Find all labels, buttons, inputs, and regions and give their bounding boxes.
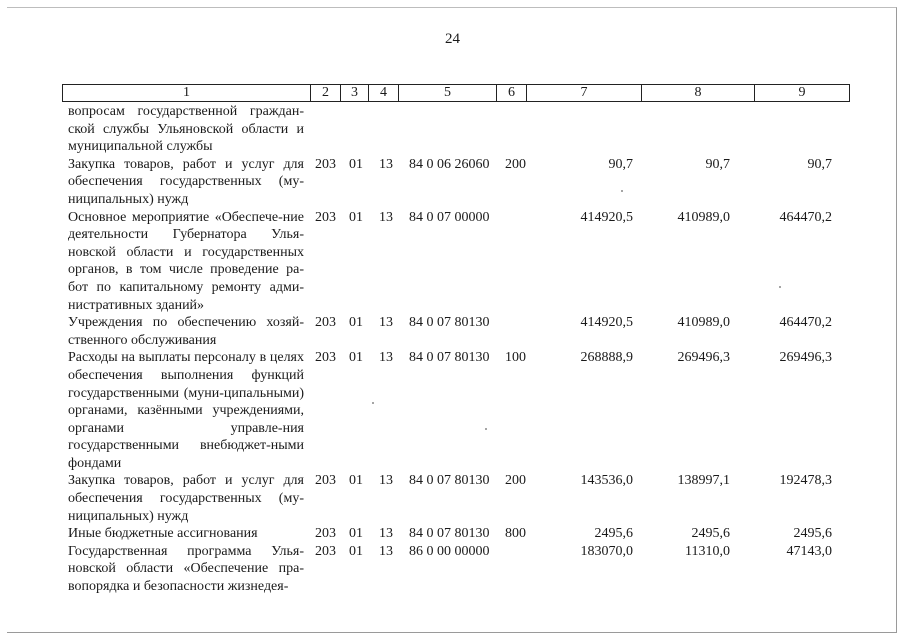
cell-amount-3: 2495,6 (793, 526, 832, 542)
row-description: вопросам государственной граждан-ской службы Ульяновской области и муниципальной службы (68, 104, 304, 155)
cell-amount-1: 414920,5 (580, 315, 633, 331)
cell-amount-1: 143536,0 (580, 473, 633, 489)
header-col-8: 8 (642, 85, 755, 102)
cell-subsection: 13 (379, 473, 393, 489)
cell-amount-2: 11310,0 (685, 543, 730, 559)
cell-admin-code: 203 (315, 543, 336, 559)
row-description: Расходы на выплаты персоналу в целях обеспечения выполнения функций государственными (муни-ципальными) органами, казёнными учреждениями, органами управле-ния государственными внебюджет-ными фондами (68, 350, 304, 471)
cell-amount-1: 414920,5 (580, 209, 633, 225)
cell-amount-3: 47143,0 (786, 543, 832, 559)
row-description: Государственная программа Улья-новской области «Обеспечение пра-вопорядка и безопасности жизнедея- (68, 543, 304, 595)
cell-amount-1: 268888,9 (580, 350, 633, 366)
cell-subsection: 13 (379, 315, 393, 331)
cell-section: 01 (349, 473, 363, 489)
cell-amount-3: 464470,2 (779, 315, 832, 331)
cell-section: 01 (349, 350, 363, 366)
cell-amount-2: 410989,0 (677, 209, 730, 225)
cell-target-article: 84 0 07 80130 (409, 315, 490, 331)
row-description: Основное мероприятие «Обеспече-ние деятельности Губернатора Улья-новской области и государственных органов, в том числе проведение ра-бот по капитальному ремонту адми-нистративных зданий» (68, 209, 304, 313)
cell-admin-code: 203 (315, 209, 336, 225)
cell-admin-code: 203 (315, 156, 336, 172)
cell-admin-code: 203 (315, 350, 336, 366)
row-description: Закупка товаров, работ и услуг для обеспечения государственных (му-ниципальных) нужд (68, 473, 304, 524)
cell-expense-type: 100 (505, 350, 526, 366)
row-description: Иные бюджетные ассигнования (68, 526, 258, 542)
cell-amount-2: 269496,3 (677, 350, 730, 366)
cell-amount-2: 2495,6 (691, 526, 730, 542)
cell-target-article: 84 0 06 26060 (409, 156, 490, 172)
cell-subsection: 13 (379, 350, 393, 366)
header-col-7: 7 (527, 85, 642, 102)
table-row (68, 103, 848, 156)
cell-target-article: 84 0 07 80130 (409, 350, 490, 366)
scan-speck (779, 286, 781, 288)
cell-amount-3: 90,7 (807, 156, 832, 172)
table-row (68, 525, 848, 543)
cell-amount-3: 192478,3 (779, 473, 832, 489)
cell-section: 01 (349, 156, 363, 172)
cell-subsection: 13 (379, 543, 393, 559)
cell-target-article: 86 0 00 00000 (409, 543, 490, 559)
scan-speck (372, 402, 374, 404)
cell-admin-code: 203 (315, 526, 336, 542)
cell-admin-code: 203 (315, 473, 336, 489)
cell-section: 01 (349, 209, 363, 225)
cell-subsection: 13 (379, 209, 393, 225)
header-col-2: 2 (311, 85, 341, 102)
header-col-6: 6 (497, 85, 527, 102)
table-row (68, 543, 848, 596)
page-number: 24 (445, 31, 460, 47)
cell-expense-type: 200 (505, 156, 526, 172)
cell-expense-type: 200 (505, 473, 526, 489)
header-col-9: 9 (755, 85, 850, 102)
header-col-4: 4 (369, 85, 399, 102)
scan-speck (485, 428, 487, 430)
table-row (68, 349, 848, 472)
cell-amount-2: 90,7 (705, 156, 730, 172)
cell-section: 01 (349, 543, 363, 559)
cell-target-article: 84 0 07 80130 (409, 526, 490, 542)
table-row (68, 156, 848, 209)
cell-target-article: 84 0 07 00000 (409, 209, 490, 225)
cell-target-article: 84 0 07 80130 (409, 473, 490, 489)
header-col-5: 5 (399, 85, 497, 102)
cell-amount-2: 138997,1 (677, 473, 730, 489)
cell-amount-3: 269496,3 (779, 350, 832, 366)
row-description: Закупка товаров, работ и услуг для обеспечения государственных (му-ниципальных) нужд (68, 156, 304, 207)
header-col-3: 3 (341, 85, 369, 102)
cell-section: 01 (349, 526, 363, 542)
table-row (68, 209, 848, 315)
cell-section: 01 (349, 315, 363, 331)
header-col-1: 1 (63, 85, 311, 102)
table-row (68, 472, 848, 525)
cell-amount-1: 183070,0 (580, 543, 633, 559)
cell-expense-type: 800 (505, 526, 526, 542)
cell-amount-1: 2495,6 (594, 526, 633, 542)
table-header (62, 84, 850, 102)
scan-speck (621, 190, 623, 192)
cell-subsection: 13 (379, 156, 393, 172)
cell-amount-2: 410989,0 (677, 315, 730, 331)
cell-amount-3: 464470,2 (779, 209, 832, 225)
table-row (68, 314, 848, 349)
row-description: Учреждения по обеспечению хозяй-ственного обслуживания (68, 315, 304, 348)
cell-admin-code: 203 (315, 315, 336, 331)
cell-amount-1: 90,7 (608, 156, 633, 172)
cell-subsection: 13 (379, 526, 393, 542)
table-body (68, 103, 848, 596)
